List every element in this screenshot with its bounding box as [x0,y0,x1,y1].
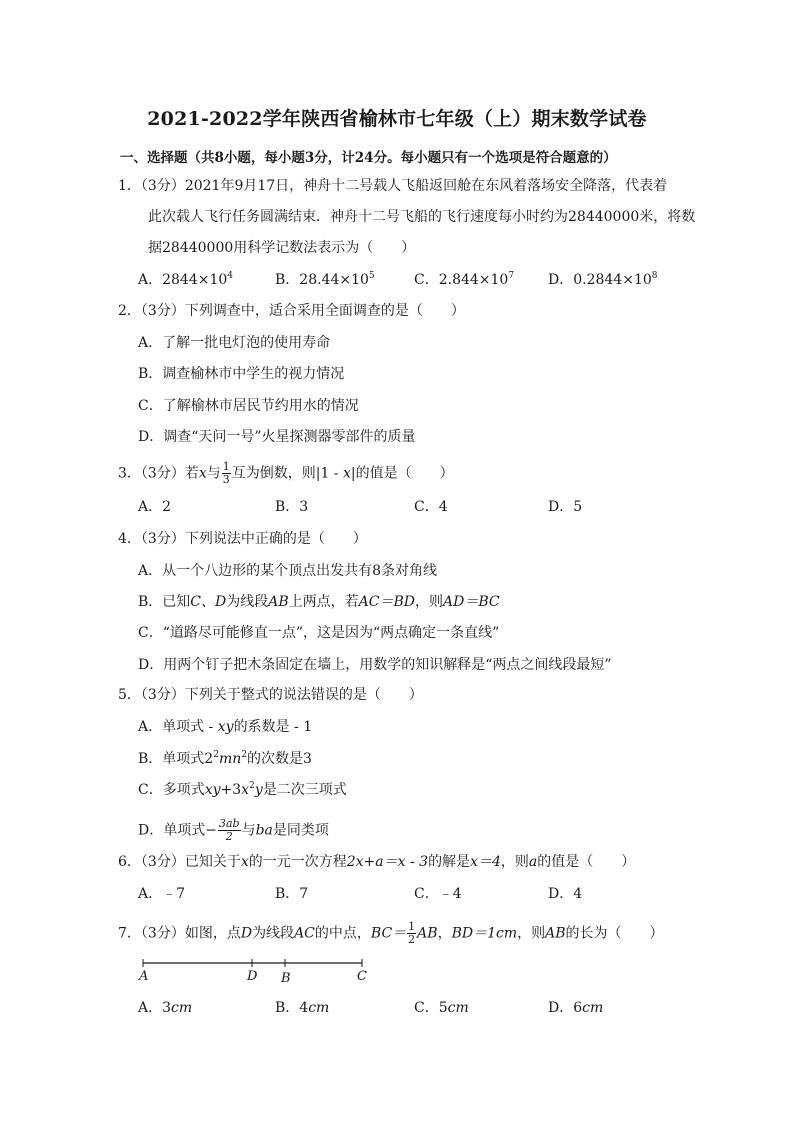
q6-option-c[interactable]: C．﹣4 [414,886,462,902]
q4-option-c[interactable]: C．“道路尽可能修直一点”，这是因为“两点确定一条直线” [138,625,500,641]
q4-option-b[interactable]: B．已知C、D为线段AB上两点，若AC＝BD，则AD＝BC [138,594,500,610]
q7-fraction: $\frac{1}{2}$ [408,920,416,946]
q6-stem: 6．（3分）已知关于x的一元一次方程2x+a＝x - 3的解是x＝4，则a的值是（ ） [118,854,636,870]
section-heading: 一、选择题（共8小题，每小题3分，计24分。每小题只有一个选项是符合题意的） [120,150,617,166]
q5-option-b[interactable]: B．单项式$2^2mn^2$的次数是3 [138,750,312,767]
q2-option-a[interactable]: A．了解一批电灯泡的使用寿命 [138,335,331,351]
q1-line3: 据28440000用科学记数法表示为（ ） [148,240,416,256]
q6-option-d[interactable]: D．4 [548,886,583,902]
q1-option-d[interactable]: D．$0.2844\times 10^8$ [548,271,658,288]
q7-option-c[interactable]: C．5cm [414,1000,469,1016]
q6-option-a[interactable]: A．﹣7 [138,886,186,902]
q5-option-a[interactable]: A．单项式 - xy的系数是 - 1 [138,719,313,735]
q3-option-a[interactable]: A．2 [138,499,172,515]
point-label-b: B [281,971,291,985]
q5-option-c[interactable]: C．多项式$xy+3x^2y$是二次三项式 [138,781,347,798]
q6-option-b[interactable]: B．7 [275,886,309,902]
page-title: 2021-2022学年陕西省榆林市七年级（上）期末数学试卷 [147,108,647,130]
q5-fraction: $\frac{3ab}{2}$ [218,817,240,843]
q7-option-a[interactable]: A．3cm [138,1000,193,1016]
q7-option-d[interactable]: D．6cm [548,1000,604,1016]
q2-option-c[interactable]: C．了解榆林市居民节约用水的情况 [138,398,359,414]
q2-option-d[interactable]: D．调查“天问一号”火星探测器零部件的质量 [138,429,416,445]
q1-option-c[interactable]: C．$2.844\times 10^7$ [414,271,515,288]
q2-option-b[interactable]: B．调查榆林市中学生的视力情况 [138,366,345,382]
q3-stem: 3．（3分）若x与 $\frac{1}{3}$ 互为倒数，则|1 - x|的值是（ ） [118,460,454,486]
q4-stem: 4．（3分）下列说法中正确的是（ ） [118,531,367,547]
q5-option-d[interactable]: D．单项式− $\frac{3ab}{2}$ 与ba是同类项 [138,817,329,843]
q3-option-d[interactable]: D．5 [548,499,583,515]
point-label-c: C [357,969,367,984]
q1-option-a[interactable]: A．$2844\times 10^4$ [138,271,234,288]
q5-stem: 5．（3分）下列关于整式的说法错误的是（ ） [118,687,423,703]
q1-option-b[interactable]: B．$28.44\times 10^5$ [275,271,375,288]
point-label-d: D [247,969,258,984]
q1-line2: 此次载人飞行任务圆满结束．神舟十二号飞船的飞行速度每小时约为28440000米，将数 [148,209,696,225]
q3-option-b[interactable]: B．3 [275,499,309,515]
q4-option-d[interactable]: D．用两个钉子把木条固定在墙上，用数学的知识解释是“两点之间线段最短” [138,657,612,673]
point-label-a: A [139,969,149,984]
q7-stem: 7．（3分）如图，点D为线段AC的中点，BC＝ $\frac{1}{2}$ AB，BD＝1cm，则AB的长为（ ） [118,920,664,946]
q3-option-c[interactable]: C．4 [414,499,448,515]
q2-stem: 2．（3分）下列调查中，适合采用全面调查的是（ ） [118,303,465,319]
q4-option-a[interactable]: A．从一个八边形的某个顶点出发共有8条对角线 [138,563,438,579]
q3-fraction: $\frac{1}{3}$ [222,460,230,486]
q1-line1: 1．（3分）2021年9月17日，神舟十二号载人飞船返回舱在东风着落场安全降落，代表着 [118,178,668,194]
q7-segment-diagram [130,955,390,985]
q7-option-b[interactable]: B．4cm [275,1000,330,1016]
